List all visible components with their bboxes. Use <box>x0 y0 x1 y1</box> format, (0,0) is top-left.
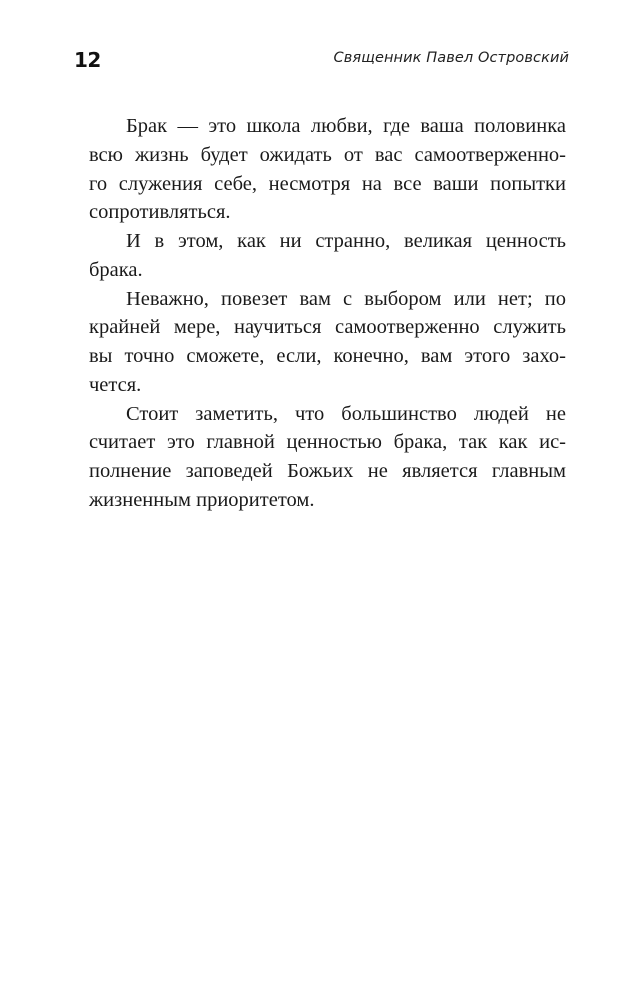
running-head-author: Священник Павел Островский <box>333 50 569 66</box>
text-line: крайней мере, научиться самоотверженно служить <box>89 316 566 339</box>
paragraph <box>89 285 566 400</box>
text-line: жизненным приоритетом. <box>89 488 315 511</box>
text-line: го служения себе, несмотря на все ваши попытки <box>89 172 566 195</box>
text-line: Стоит заметить, что большинство людей не <box>126 402 566 425</box>
text-line: вы точно сможете, если, конечно, вам этого захо- <box>89 345 566 367</box>
text-line: всю жизнь будет ожидать от вас самоотверженно- <box>89 143 566 166</box>
text-line: чется. <box>89 373 142 396</box>
text-line: полнение заповедей Божьих не является главным <box>89 460 566 482</box>
text-line: считает это главной ценностью брака, так как ис- <box>89 431 566 454</box>
text-line: сопротивляться. <box>89 201 231 224</box>
paragraph <box>89 227 566 285</box>
paragraph <box>89 112 566 227</box>
page-number: 12 <box>74 48 101 72</box>
body-text <box>89 112 566 515</box>
text-line: И в этом, как ни странно, великая ценность <box>126 230 566 252</box>
page-header <box>0 44 622 80</box>
text-line: Неважно, повезет вам с выбором или нет; по <box>126 287 566 310</box>
text-line: Брак — это школа любви, где ваша половинка <box>126 115 566 137</box>
text-line: брака. <box>89 258 143 281</box>
paragraph <box>89 400 566 515</box>
